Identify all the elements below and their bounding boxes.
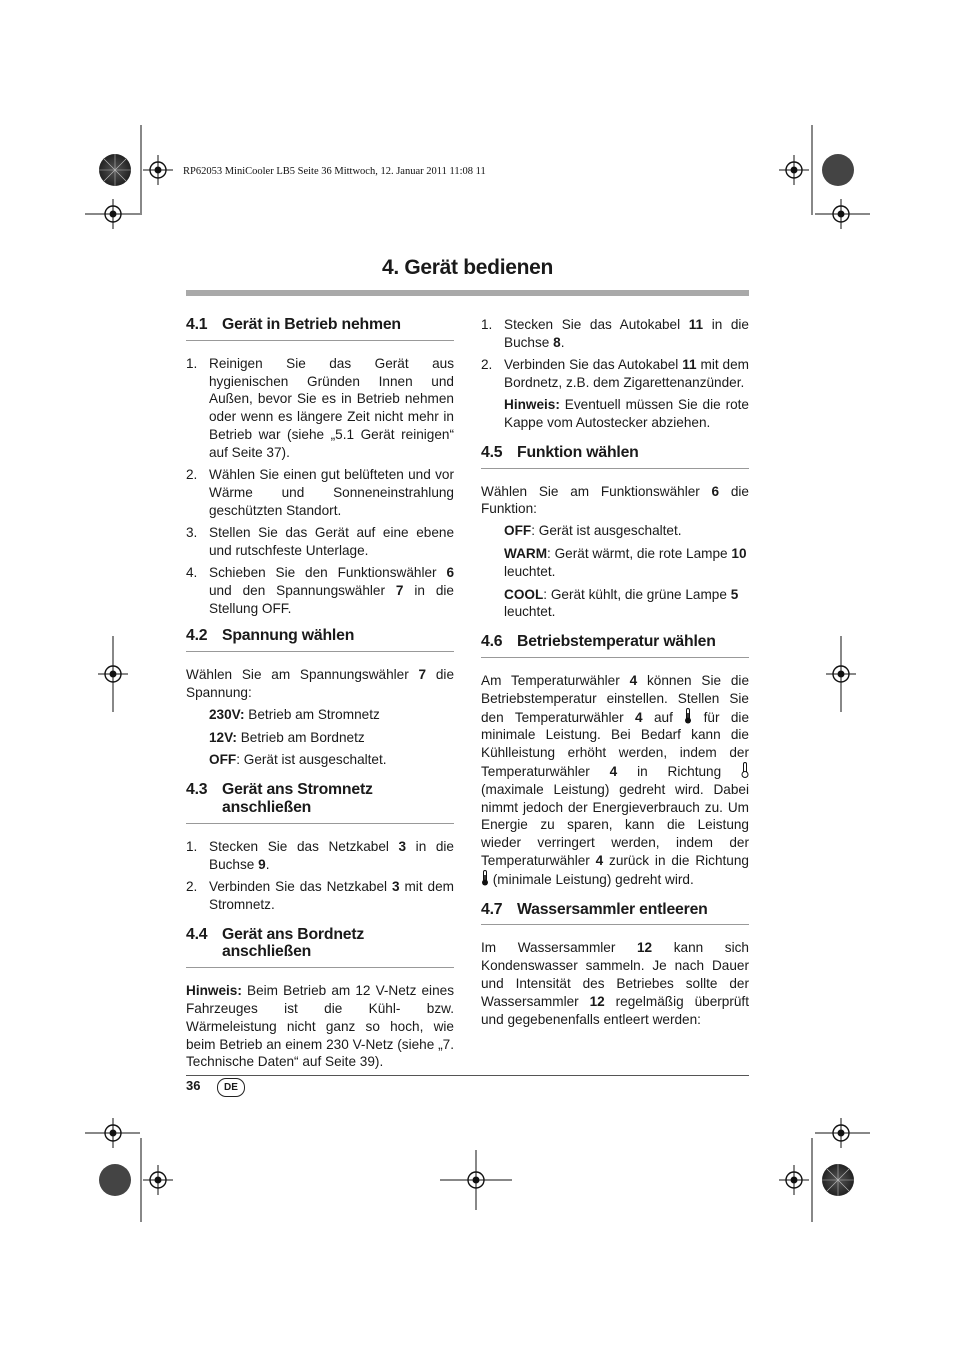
section-heading: 4.5 Funktion wählen [481,444,749,469]
option-cool: COOL: Gerät kühlt, die grüne Lampe 5 leuchtet. [504,586,739,620]
list-item: 3. Stellen Sie das Gerät auf eine ebene und rutschfeste Unterlage. [186,524,454,558]
option-off: OFF: Gerät ist ausgeschaltet. [209,752,387,768]
paragraph: Am Temperaturwähler 4 können Sie die Betriebstemperatur einstellen. Stellen Sie den Temperaturwähler 4 auf für die minimale Leistung. Bei Bedarf kann die Kühlleistung erhöht werden, indem der Temperaturwähler 4 in Richtung (maximale Leistung) gedreht wird. Dabei nimmt jedoch der Energieverbrauch zu. Um Energie zu sparen, kann die Leistung wieder verringert werden, indem der Temperaturwähler 4 zurück in die Richtung (minimale Leistung) gedreht wird. [481,672,750,887]
note-paragraph: Hinweis: Eventuell müssen Sie die rote Kappe vom Autostecker abziehen. [504,397,749,430]
section-heading: 4.3 Gerät ans Stromnetz anschließen [186,781,454,824]
section-4-2 [186,627,454,769]
list-item: 2. Wählen Sie einen gut belüfteten und vor Wärme und Sonneneinstrahlung geschützten Standort. [186,467,454,518]
steps-list [186,355,454,618]
list-item: 2. Verbinden Sie das Autokabel 11 mit dem Bordnetz, z.B. dem Zigarettenanzünder. [481,357,749,390]
steps-list [481,316,749,392]
language-badge: DE [217,1078,245,1097]
note-paragraph: Hinweis: Beim Betrieb am 12 V-Netz eines Fahrzeuges ist die Kühl- bzw. Wärmeleistung nicht ganz so hoch, wie beim Betrieb an einem 230 V-Netz (siehe „7. Technische Daten“ auf Seite 39). [186,983,454,1070]
chapter-title-rule [186,290,749,296]
option-12v: 12V: Betrieb am Bordnetz [209,729,365,745]
page-number: 36 [186,1078,201,1093]
right-column [481,316,749,1032]
thermometer-high-icon [741,762,749,778]
list-item: 1. Stecken Sie das Netzkabel 3 in die Buchse 9. [186,838,454,872]
section-4-1 [186,316,454,617]
section-heading: 4.1 Gerät in Betrieb nehmen [186,316,454,341]
section-heading: 4.6 Betriebstemperatur wählen [481,633,749,658]
option-off: OFF: Gerät ist ausgeschaltet. [504,523,682,539]
print-info-line: RP62053 MiniCooler LB5 Seite 36 Mittwoch, 12. Januar 2011 11:08 11 [183,166,486,177]
section-4-3 [186,781,454,913]
list-item: 2. Verbinden Sie das Netzkabel 3 mit dem Stromnetz. [186,878,454,912]
thermometer-low-icon [481,870,489,886]
list-item: 4. Schieben Sie den Funktionswähler 6 und den Spannungswähler 7 in die Stellung OFF. [186,565,454,616]
option-230v: 230V: Betrieb am Stromnetz [209,706,380,722]
steps-list [186,838,454,914]
section-4-7 [481,901,749,1029]
paragraph: Im Wassersammler 12 kann sich Kondenswasser sammeln. Je nach Dauer und Intensität des Betriebes sollte der Wassersammler 12 regelmäßig überprüft und gegebenenfalls entleert werden: [481,940,749,1027]
list-item: 1. Reinigen Sie das Gerät aus hygienischen Gründen Innen und Außen, bevor Sie es in Betrieb nehmen oder wenn es längere Zeit nicht mehr in Betrieb war (siehe „5.1 Gerät reinigen“ auf Seite 37). [186,355,454,460]
paragraph: Wählen Sie am Spannungswähler 7 die Spannung: [186,667,455,701]
section-4-6 [481,633,749,888]
section-4-5 [481,444,749,621]
left-column [186,316,454,1075]
paragraph: Wählen Sie am Funktionswähler 6 die Funktion: [481,483,749,517]
footer-rule [186,1075,749,1076]
section-heading: 4.7 Wassersammler entleeren [481,901,749,926]
section-heading: 4.4 Gerät ans Bordnetz anschließen [186,926,454,969]
section-4-4 [186,926,454,1072]
option-warm: WARM: Gerät wärmt, die rote Lampe 10 leuchtet. [504,545,747,579]
section-4-4-continued [481,316,749,432]
chapter-title: 4. Gerät bedienen [381,256,554,279]
section-heading: 4.2 Spannung wählen [186,627,454,652]
list-item: 1. Stecken Sie das Autokabel 11 in die Buchse 8. [481,317,749,350]
